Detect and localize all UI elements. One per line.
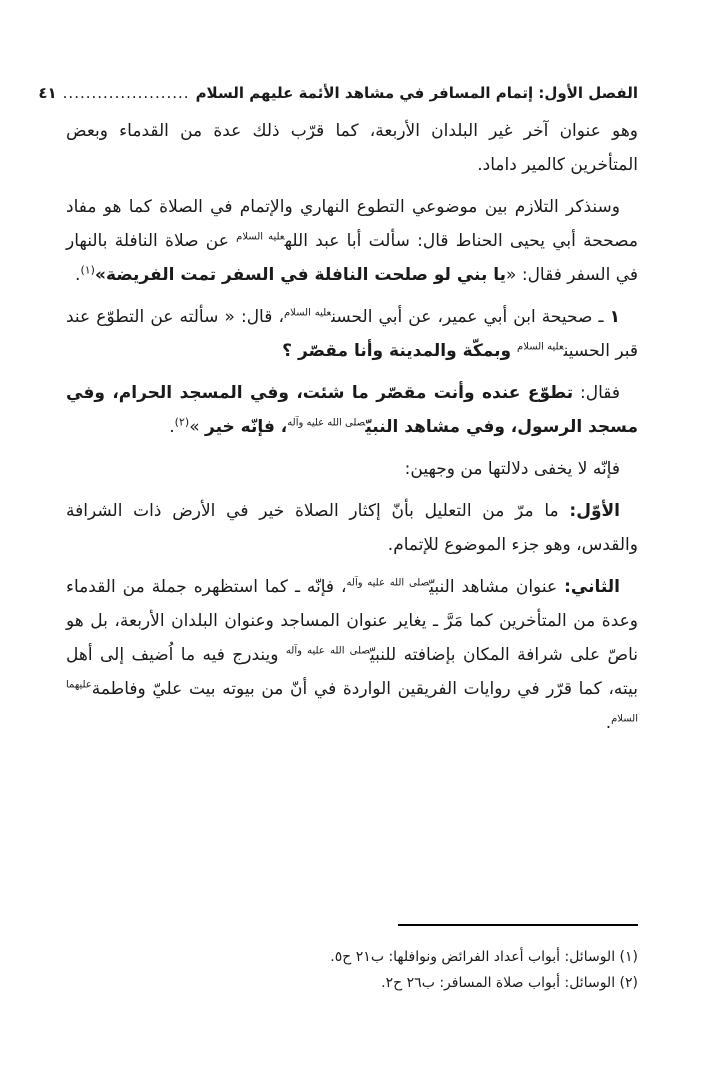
paragraph-6-text: ما مرّ من التعليل بأنّ إكثار الصلاة خير في الأرض ذات الشرافة والقدس، وهو جزء الموضوع للإتمام. — [66, 501, 638, 555]
point-label-first: الأوّل: — [569, 501, 620, 521]
footnote-separator — [398, 924, 638, 926]
running-header — [38, 82, 638, 104]
header-title — [196, 82, 638, 104]
honorific-mark: عليه السلام — [517, 341, 564, 353]
footnote-ref-1[interactable]: (١) — [80, 263, 95, 277]
honorific-mark: عليه السلام — [283, 307, 332, 319]
quote-close: » — [189, 417, 205, 437]
honorific-mark: عليهما السلام — [66, 679, 638, 725]
paragraph-7-text-b: ، فإنّه ـ كما استظهره جملة من القدماء وعدة من المتأخرين كما مَرَّ ـ يغاير عنوان المساجد وعنوان البلدان الأربعة، بل هو ناصّ على شرافة المكان بإضافته للنبيّ — [66, 577, 638, 665]
paragraph-3-text-b: ، قال: « سألته عن التطوّع عند قبر الحسين — [66, 307, 638, 361]
paragraph-7-text-a: عنوان مشاهد النبيّ — [429, 577, 565, 597]
footnotes — [66, 944, 638, 996]
paragraph-3-text-a: ـ صحيحة ابن أبي عمير، عن أبي الحسن — [331, 307, 610, 327]
paragraph-2 — [66, 190, 638, 292]
header-leader-dots: ...................... — [62, 84, 190, 102]
paragraph-3 — [66, 300, 638, 368]
paragraph-4 — [66, 376, 638, 444]
page-body — [38, 82, 638, 748]
paragraph-2-end: . — [75, 265, 81, 285]
paragraph-4-text-a: فقال: — [573, 383, 620, 403]
footnote-1: (١) الوسائل: أبواب أعداد الفرائض ونوافلها: ب٢١ ح٥. — [330, 949, 638, 965]
paragraph-6 — [66, 494, 638, 562]
paragraph-4-end: . — [169, 417, 175, 437]
quoted-hadith: تطوّع عنده وأنت مقصّر ما شئت، وفي المسجد الحرام، وفي مسجد الرسول، وفي مشاهد النبيّ — [66, 383, 638, 437]
quoted-hadith: يا بني لو صلحت النافلة في السفر تمت الفريضة — [105, 265, 507, 285]
paragraph-2-text-b: عن صلاة النافلة بالنهار في السفر فقال: « — [66, 231, 638, 285]
footnote-ref-2[interactable]: (٢) — [174, 415, 190, 429]
paragraph-3-text-c: وبمكّة والمدينة وأنا مقصّر ؟ — [282, 341, 518, 361]
item-number: ١ — [609, 307, 620, 327]
footnote-2: (٢) الوسائل: أبواب صلاة المسافر: ب٢٦ ح٢. — [381, 975, 638, 991]
quoted-hadith-end: ، فإنّه خير — [205, 417, 288, 437]
quote-close: » — [94, 265, 106, 285]
honorific-mark: عليه السلام — [236, 231, 285, 243]
paragraph-7-end: . — [605, 713, 612, 733]
header-chapter-title: إتمام المسافر في مشاهد الأئمة عليهم السلام — [195, 84, 534, 102]
honorific-mark: صلى الله عليه وآله — [285, 645, 370, 657]
paragraph-5: فإنّه لا يخفى دلالتها من وجهين: — [404, 459, 620, 479]
paragraph-1: وهو عنوان آخر غير البلدان الأربعة، كما قرّب ذلك عدة من القدماء وبعض المتأخرين كالمير داماد. — [66, 121, 638, 175]
paragraph-7-text-c: ويندرج فيه ما اُضيف إلى أهل بيته، كما قرّر في روايات الفريقين الواردة في أنّ من بيوته بيت عليّ وفاطمة — [66, 645, 638, 699]
header-chapter-label: الفصل الأول: — [538, 84, 638, 102]
paragraph-2-text-a: وسنذكر التلازم بين موضوعي التطوع النهاري والإتمام في الصلاة كما هو مفاد مصححة أبي يحيى الحناط قال: سألت أبا عبد الله — [66, 197, 638, 251]
honorific-mark: صلى الله عليه وآله — [346, 577, 430, 589]
honorific-mark: صلى الله عليه وآله — [287, 417, 366, 429]
point-label-second: الثاني: — [564, 577, 620, 597]
page-number: ٤١ — [38, 84, 57, 102]
paragraph-7 — [66, 570, 638, 740]
